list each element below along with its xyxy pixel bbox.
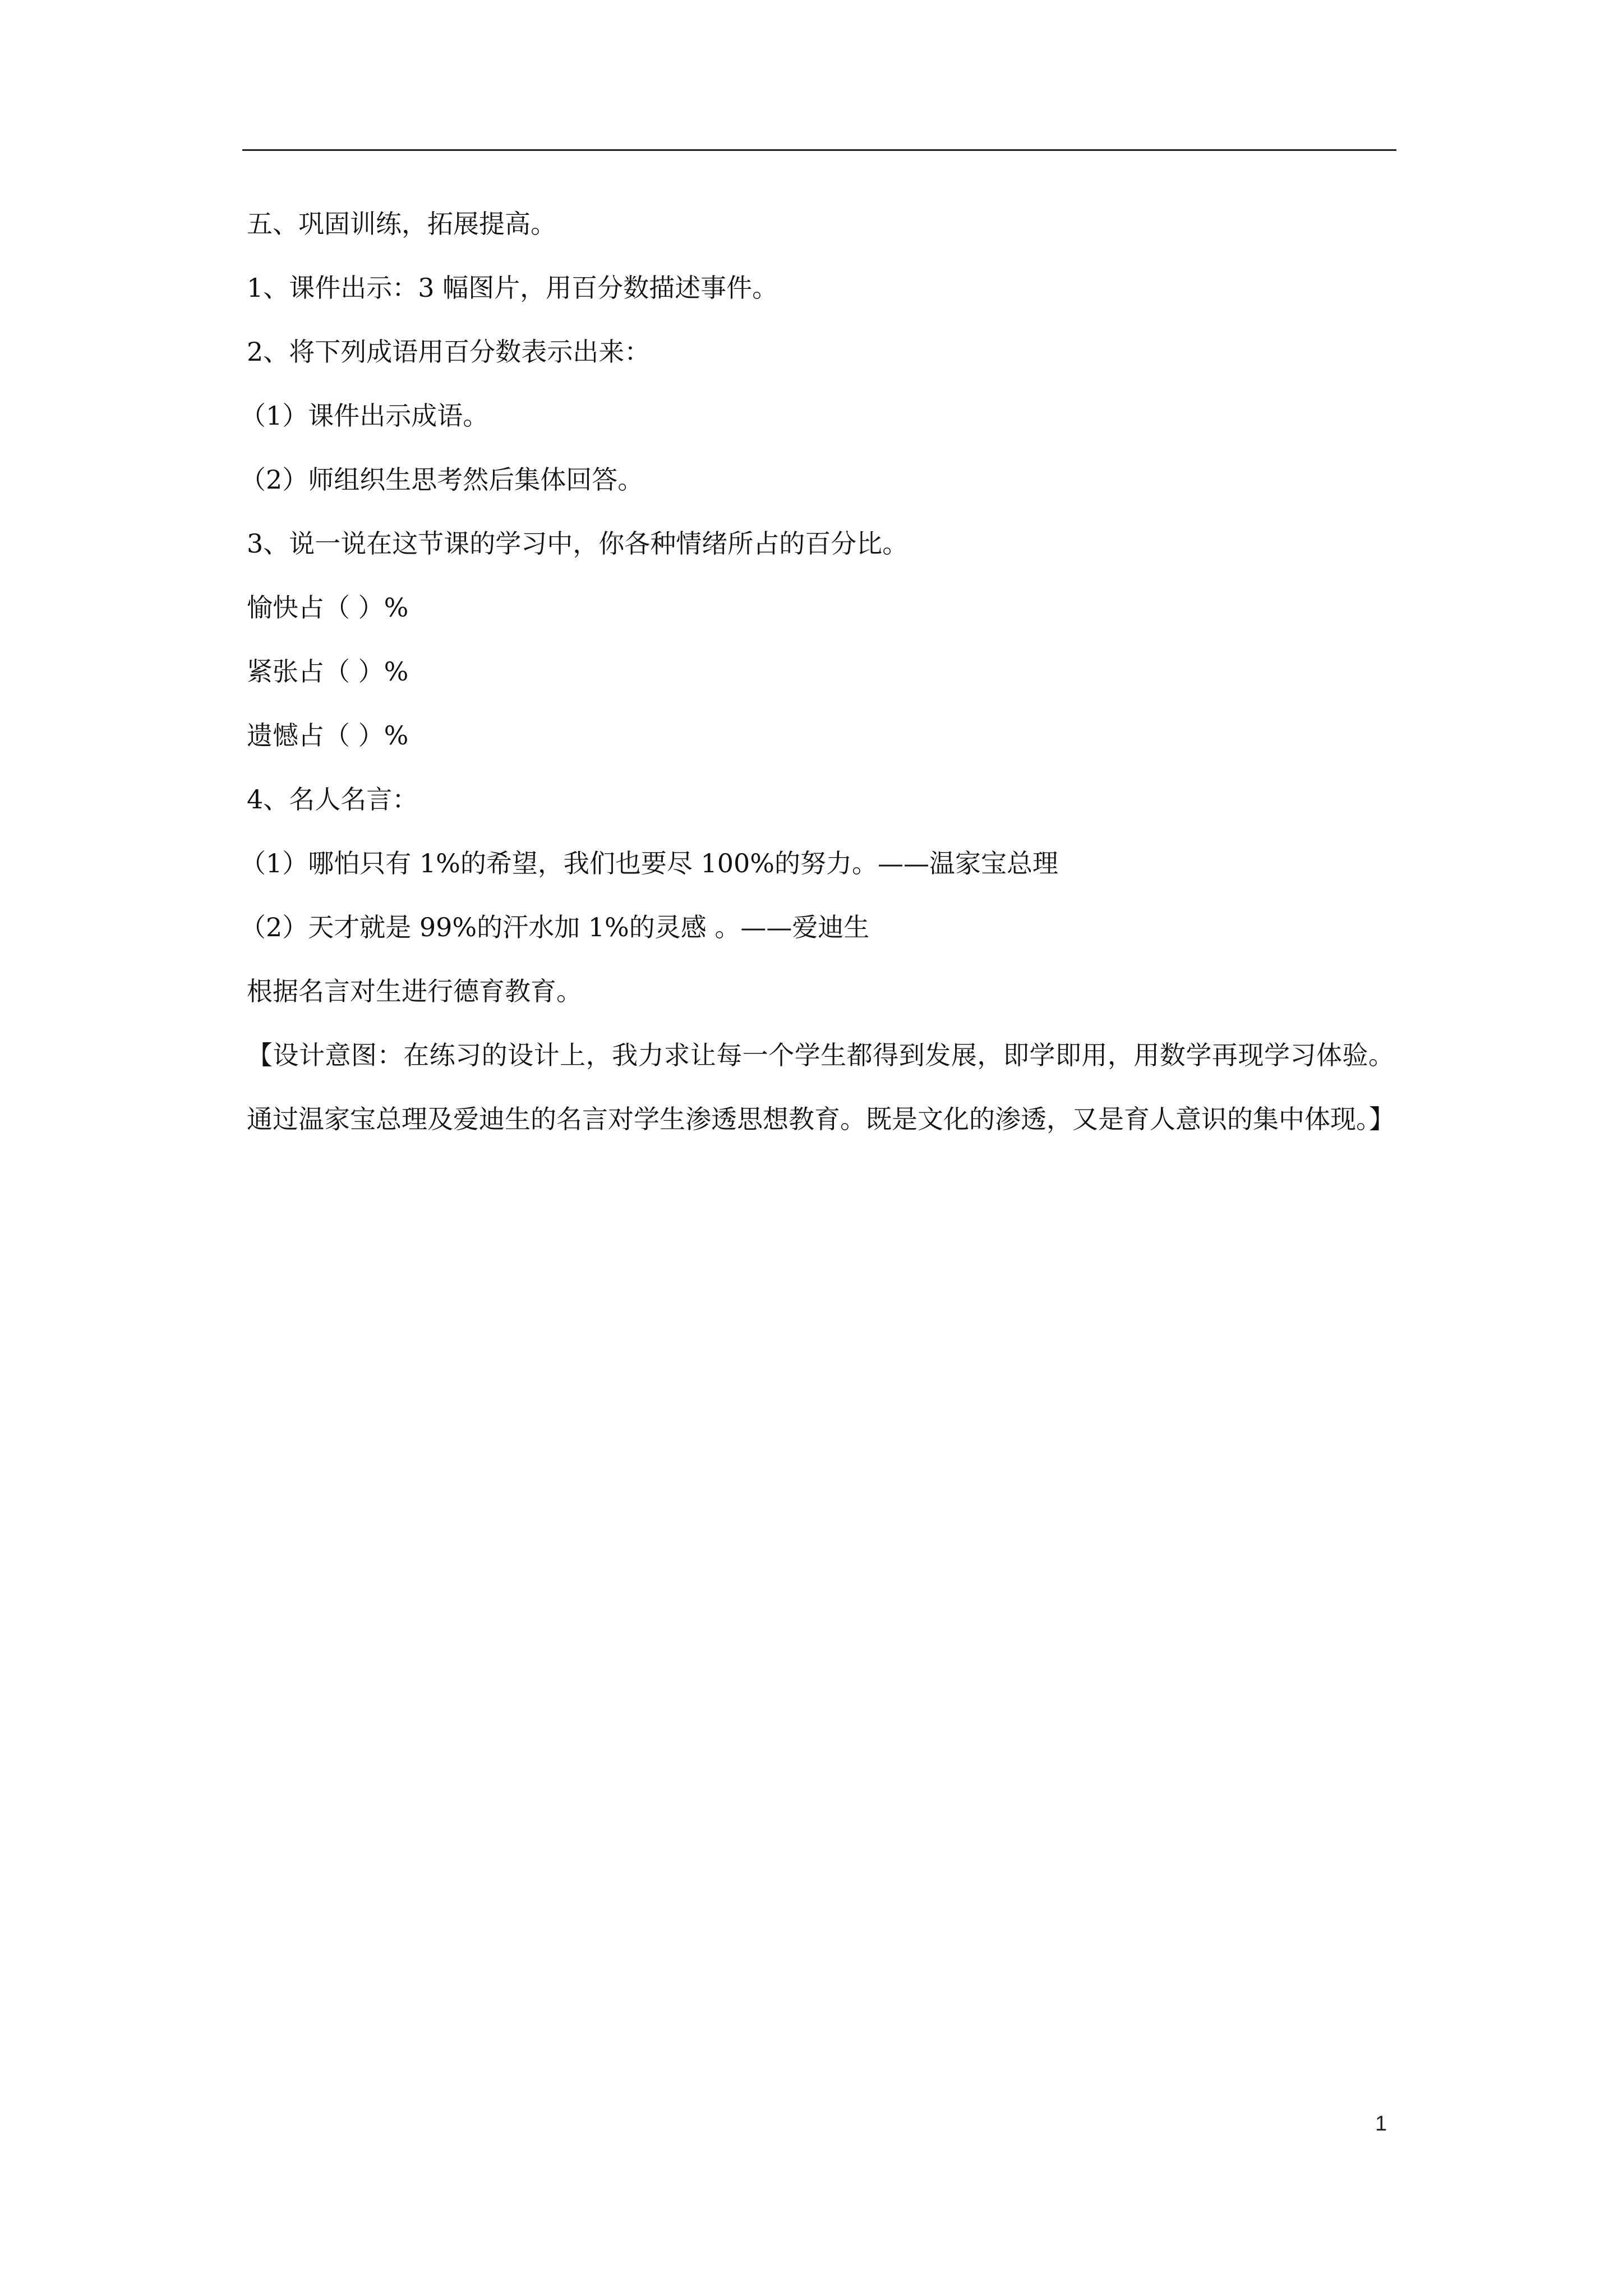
item-2-sub-2: （2）师组织生思考然后集体回答。 [240, 464, 644, 495]
emotion-regret: 遗憾占（ ）% [247, 720, 409, 751]
item-1: 1、课件出示：3 幅图片，用百分数描述事件。 [247, 273, 778, 303]
header-rule [242, 149, 1396, 151]
section-heading: 五、巩固训练，拓展提高。 [247, 209, 556, 239]
emotion-happy: 愉快占（ ）% [247, 592, 409, 623]
document-body [240, 206, 1395, 1151]
design-intent-paragraph: 【设计意图：在练习的设计上，我力求让每一个学生都得到发展，即学即用，用数学再现学习体验。通过温家宝总理及爱迪生的名言对学生渗透思想教育。既是文化的渗透，又是育人意识的集中体现。】 [247, 1040, 1395, 1134]
quote-1: （1）哪怕只有 1%的希望，我们也要尽 100%的努力。——温家宝总理 [240, 848, 1058, 878]
moral-education-note: 根据名言对生进行德育教育。 [247, 976, 582, 1006]
page-number: 1 [1375, 2112, 1387, 2136]
quote-2: （2）天才就是 99%的汗水加 1%的灵感 。——爱迪生 [240, 912, 870, 942]
emotion-nervous: 紧张占（ ）% [247, 656, 409, 687]
item-4: 4、名人名言： [247, 784, 418, 815]
item-2-sub-1: （1）课件出示成语。 [240, 401, 489, 431]
item-3: 3、说一说在这节课的学习中，你各种情绪所占的百分比。 [247, 528, 909, 559]
item-2: 2、将下列成语用百分数表示出来： [247, 337, 651, 367]
